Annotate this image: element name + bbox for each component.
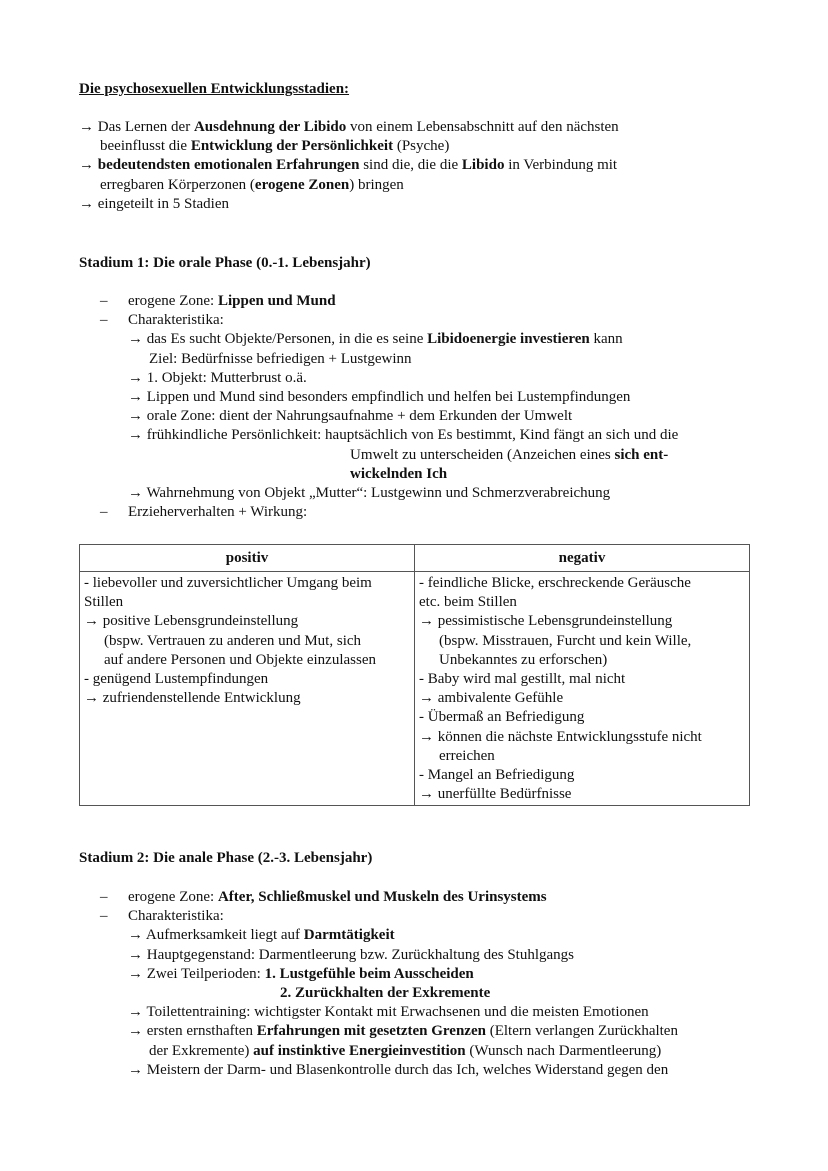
cell-line: → positive Lebensgrundeinstellung [84, 613, 299, 630]
cell-line: → pessimistische Lebensgrundeinstellung [419, 613, 673, 630]
stage2-sub-5 [79, 1022, 769, 1060]
stage2-sub-3 [79, 965, 769, 1003]
zone-value: Lippen und Mund [217, 293, 336, 309]
positive-header: positiv [80, 545, 415, 572]
negative-header: negativ [415, 545, 750, 572]
cell-line: → können die nächste Entwicklungsstufe nicht [419, 728, 702, 745]
intro-line-2 [79, 156, 759, 194]
sub-text: → das Es sucht Objekte/Personen, in die es seine [128, 331, 428, 348]
intro-text: → Das Lernen der [79, 119, 194, 135]
cell-line: → ambivalente Gefühle [419, 690, 564, 707]
intro-line-3: → eingeteilt in 5 Stadien [79, 195, 229, 212]
intro-text: erregbaren Körperzonen ( [100, 176, 255, 193]
intro-text: von einem Lebensabschnitt auf den nächsten [346, 119, 619, 135]
sub-text: → Aufmerksamkeit liegt auf [128, 927, 304, 944]
char-label: Charakteristika: [128, 312, 224, 329]
cell-line: - feindliche Blicke, erschreckende Geräusche [419, 575, 691, 591]
stage1-list [79, 292, 769, 522]
intro-bold: bedeutendsten emotionalen Erfahrungen [97, 157, 360, 174]
cell-line: - Übermaß an Befriedigung [419, 709, 585, 726]
stage1-zone-item [79, 292, 769, 311]
cell-line: auf andere Personen und Objekte einzulassen [104, 651, 376, 668]
sub-text: Umwelt zu unterscheiden (Anzeichen eines [350, 446, 615, 463]
stage1-sub-2: → 1. Objekt: Mutterbrust o.ä. [128, 369, 307, 386]
sub-bold: Darmtätigkeit [303, 927, 395, 944]
sub-text: der Exkremente) [149, 1042, 254, 1059]
cell-line: - Baby wird mal gestillt, mal nicht [419, 671, 626, 688]
intro-bold: erogene Zonen [254, 176, 350, 193]
cell-line: → unerfüllte Bedürfnisse [419, 786, 572, 803]
sub-text: kann [589, 331, 623, 348]
dash-marker: – [100, 293, 108, 309]
sub-bold: 2. Zurückhalten der Exkremente [280, 985, 491, 1002]
stage2-sub-4: → Toilettentraining: wichtigster Kontakt mit Erwachsenen und die meisten Emotionen [128, 1004, 649, 1021]
positive-cell [80, 572, 415, 806]
zone-label: erogene Zone: [128, 889, 218, 905]
sub-text: → ersten ernsthaften [128, 1023, 257, 1040]
sub-text: (Eltern verlangen Zurückhalten [485, 1023, 678, 1040]
intro-bold: Libido [461, 157, 505, 174]
stage1-sub-6: → Wahrnehmung von Objekt „Mutter“: Lustgewinn und Schmerzverabreichung [128, 485, 611, 502]
sub-text: Ziel: Bedürfnisse befriedigen + Lustgewinn [149, 350, 412, 367]
care-table [79, 544, 750, 806]
cell-line: - liebevoller und zuversichtlicher Umgang beim [84, 575, 372, 591]
stage1-sub-4: → orale Zone: dient der Nahrungsaufnahme + dem Erkunden der Umwelt [128, 408, 573, 425]
zone-label: erogene Zone: [128, 293, 218, 309]
stage2-char-item [79, 907, 769, 926]
sub-bold: wickelnden Ich [350, 465, 448, 482]
dash-marker: – [100, 504, 108, 521]
stage1-sub-5 [79, 426, 769, 484]
stage1-heading: Stadium 1: Die orale Phase (0.-1. Lebensjahr) [79, 255, 371, 271]
sub-bold: Erfahrungen mit gesetzten Grenzen [256, 1023, 486, 1040]
stage2-sub-2: → Hauptgegenstand: Darmentleerung bzw. Zurückhaltung des Stuhlgangs [128, 946, 575, 963]
char-label: Charakteristika: [128, 908, 224, 925]
intro-text: ) bringen [349, 176, 404, 193]
stage1-char-item [79, 311, 769, 330]
stage2-sub-6: → Meistern der Darm- und Blasenkontrolle durch das Ich, welches Widerstand gegen den [128, 1061, 669, 1078]
cell-line: - genügend Lustempfindungen [84, 671, 269, 688]
intro-bold: Entwicklung der Persönlichkeit [190, 138, 394, 155]
intro-text: (Psyche) [393, 138, 450, 155]
sub-bold: Libidoenergie investieren [427, 331, 590, 348]
sub-bold: auf instinktive Energieinvestition [253, 1042, 466, 1059]
stage2-sub-1 [79, 926, 769, 945]
stage1-care-item [79, 503, 769, 522]
page-title: Die psychosexuellen Entwicklungsstadien: [79, 81, 350, 97]
sub-text: → frühkindliche Persönlichkeit: hauptsächlich von Es bestimmt, Kind fängt an sich und die [128, 427, 679, 444]
stage2-heading: Stadium 2: Die anale Phase (2.-3. Lebensjahr) [79, 850, 373, 866]
intro-text: → [79, 157, 98, 174]
sub-text: (Wunsch nach Darmentleerung) [465, 1042, 662, 1059]
dash-marker: – [100, 889, 108, 905]
intro-text: sind die, die die [359, 157, 462, 174]
intro-line-1 [79, 118, 759, 156]
intro-bold: Ausdehnung der Libido [193, 119, 347, 135]
cell-line: etc. beim Stillen [419, 594, 517, 611]
cell-line: (bspw. Misstrauen, Furcht und kein Wille, [439, 632, 692, 649]
stage1-sub-3: → Lippen und Mund sind besonders empfindlich und helfen bei Lustempfindungen [128, 389, 631, 406]
cell-line: Unbekanntes zu erforschen) [439, 651, 608, 668]
dash-marker: – [100, 908, 108, 925]
stage1-sub-1 [79, 330, 769, 368]
dash-marker: – [100, 312, 108, 329]
cell-line: → zufriendenstellende Entwicklung [84, 690, 301, 707]
stage2-list [79, 888, 769, 1080]
sub-bold: sich ent- [614, 446, 669, 463]
cell-line: Stillen [84, 594, 124, 611]
intro-section [79, 118, 759, 214]
sub-text: → Zwei Teilperioden: [128, 965, 265, 982]
intro-text: in Verbindung mit [504, 157, 618, 174]
zone-value: After, Schließmuskel und Muskeln des Urinsystems [217, 889, 547, 905]
care-label: Erzieherverhalten + Wirkung: [128, 504, 308, 521]
cell-line: erreichen [439, 747, 495, 764]
intro-text: beeinflusst die [100, 138, 191, 155]
stage2-zone-item [79, 888, 769, 907]
cell-line: - Mangel an Befriedigung [419, 767, 575, 784]
cell-line: (bspw. Vertrauen zu anderen und Mut, sich [104, 632, 362, 649]
negative-cell [415, 572, 750, 806]
sub-bold: 1. Lustgefühle beim Ausscheiden [264, 965, 474, 982]
